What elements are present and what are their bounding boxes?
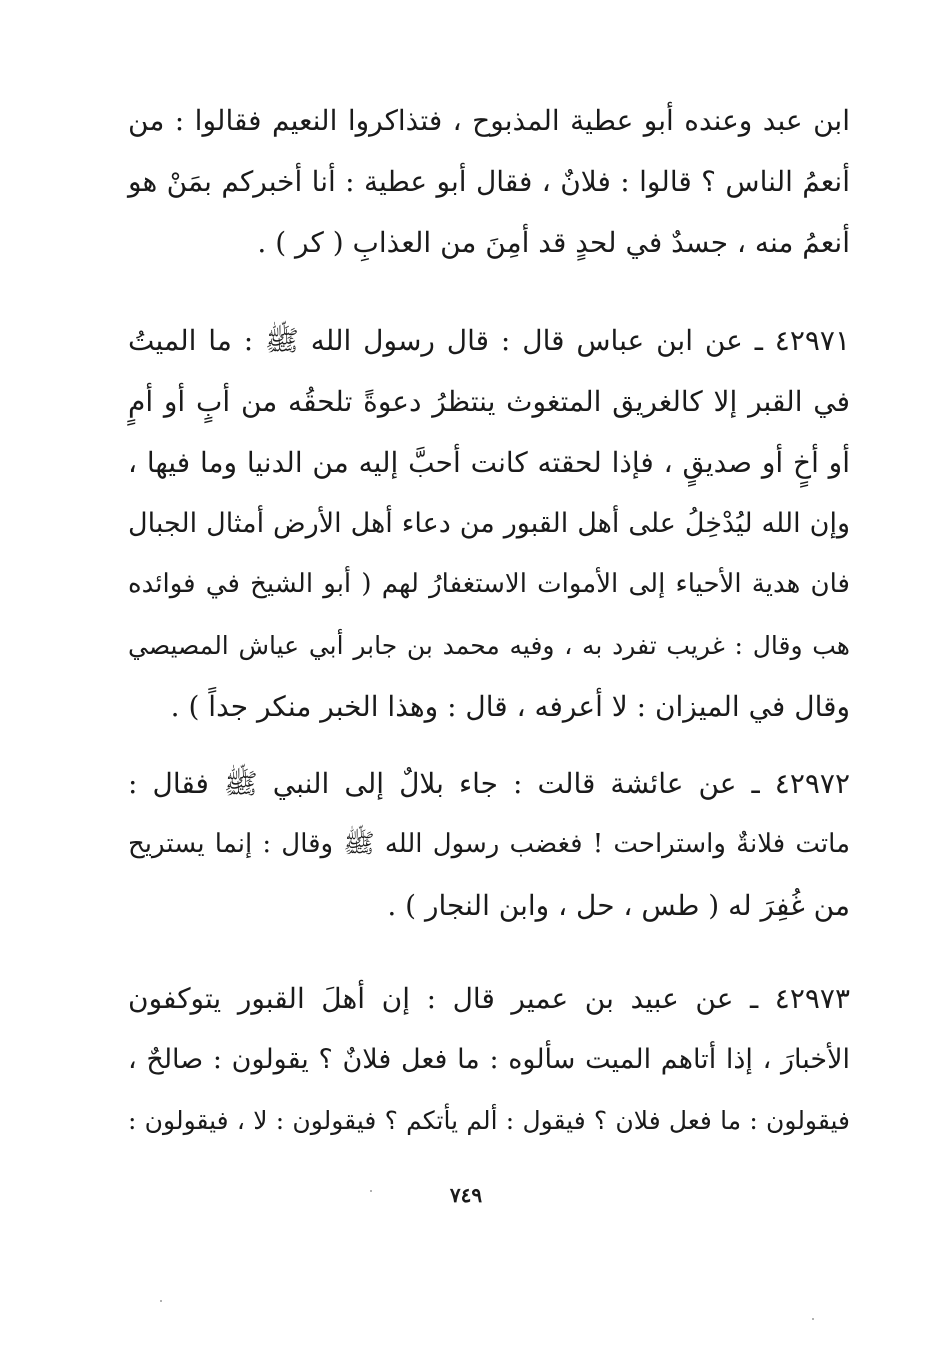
text-line: فيقولون : ما فعل فلان ؟ فيقول : ألم يأتكم ؟ فيقولون : لا ، فيقولون :	[128, 1106, 850, 1135]
text-line: ماتت فلانةٌ واستراحت ! فغضب رسول الله ﷺ وقال : إنما يستريح	[128, 829, 850, 859]
text-line: أنعمُ الناس ؟ قالوا : فلانٌ ، فقال أبو عطية : أنا أخبركم بمَنْ هو	[128, 165, 850, 198]
scan-speck	[370, 1190, 372, 1192]
hadith-42973	[128, 968, 850, 1151]
text-line: وإن الله ليُدْخِلُ على أهل القبور من دعاء أهل الأرض أمثال الجبال	[128, 508, 850, 539]
hadith-42972	[128, 753, 850, 936]
text-line: ابن عبد وعنده أبو عطية المذبوح ، فتذاكروا النعيم فقالوا : من	[128, 104, 850, 137]
scan-speck	[812, 1318, 814, 1320]
text-line: فان هدية الأحياء إلى الأموات الاستغفارُ لهم ( أبو الشيخ في فوائده	[128, 569, 850, 599]
text-line: الأخبارَ ، إذا أتاهم الميت سألوه : ما فعل فلانٌ ؟ يقولون : صالحٌ ،	[128, 1044, 850, 1075]
page-number: ٧٤٩	[449, 1183, 483, 1207]
text-line: في القبر إلا كالغريق المتغوث ينتظرُ دعوةً تلحقُه من أبٍ أو أمٍ	[128, 385, 850, 418]
text-line: أنعمُ منه ، جسدٌ في لحدٍ قد أمِنَ من العذابِ ( كر ) .	[257, 226, 850, 259]
text-line: أو أخٍ أو صديقٍ ، فإذا لحقته كانت أحبَّ إليه من الدنيا وما فيها ،	[128, 446, 850, 479]
text-line: ٤٢٩٧٣ ـ عن عبيد بن عمير قال : إن أهلَ القبور يتوكفون	[128, 982, 850, 1015]
scan-speck	[160, 1300, 162, 1302]
text-line: ٤٢٩٧١ ـ عن ابن عباس قال : قال رسول الله ﷺ : ما الميتُ	[128, 324, 850, 357]
paragraph-continuation	[128, 90, 850, 273]
hadith-42971	[128, 310, 850, 737]
text-line: وقال في الميزان : لا أعرفه ، قال : وهذا الخبر منكر جداً ) .	[170, 690, 850, 723]
text-line: من غُفِرَ له ( طس ، حل ، وابن النجار ) .	[387, 889, 850, 922]
text-line: هب وقال : غريب تفرد به ، وفيه محمد بن جابر أبي عياش المصيصي	[128, 631, 850, 660]
text-line: ٤٢٩٧٢ ـ عن عائشة قالت : جاء بلالٌ إلى النبي ﷺ فقال :	[128, 767, 850, 800]
